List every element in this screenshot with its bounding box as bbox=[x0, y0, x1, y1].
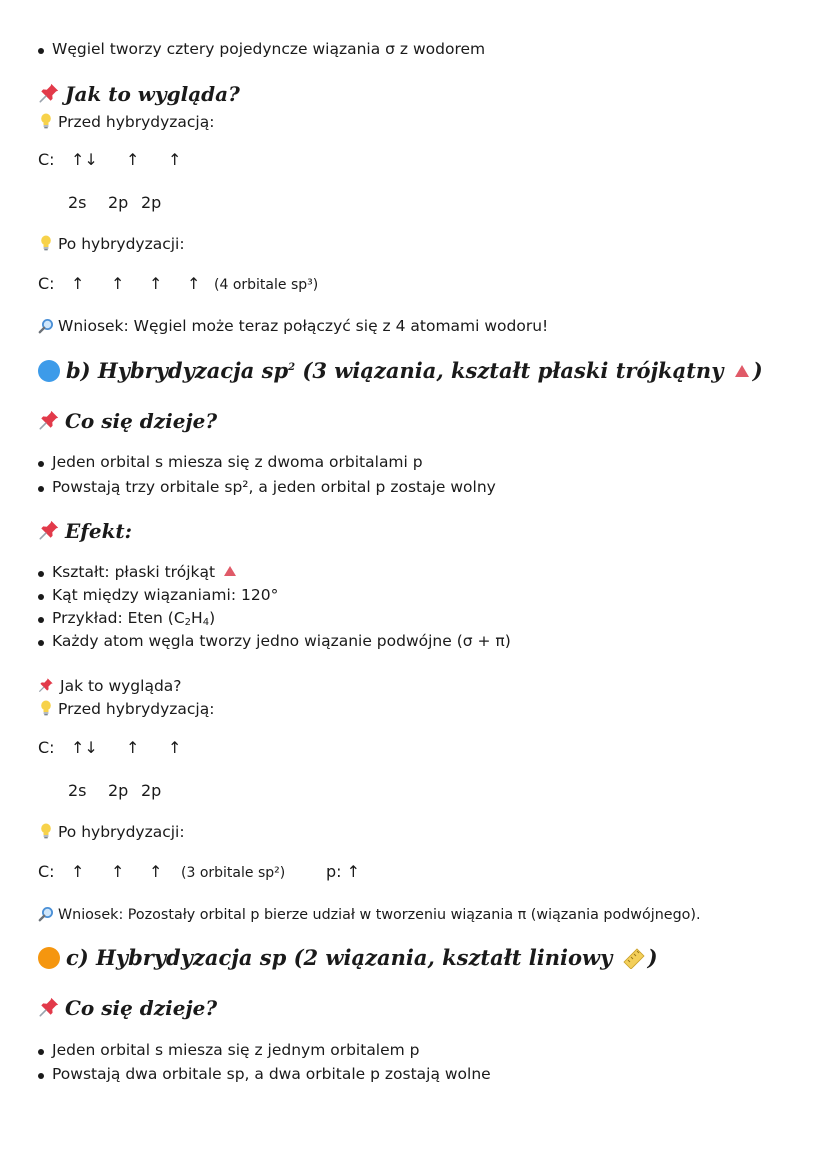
list-item: Kształt: płaski trójkąt bbox=[52, 565, 240, 581]
list-item: Jeden orbital s miesza się z jednym orbitalem p bbox=[52, 1041, 420, 1059]
bullet-sp3-bonds: Węgiel tworzy cztery pojedyncze wiązania σ z wodorem bbox=[52, 40, 486, 58]
orange-circle-icon bbox=[38, 947, 60, 969]
conclusion-sp2: Wniosek: Pozostały orbital p bierze udział w tworzeniu wiązania π (wiązania podwójnego). bbox=[38, 906, 701, 922]
section-heading-what-happens-sp: Co się dzieje? bbox=[38, 996, 217, 1018]
section-heading-how-it-looks-sp2: Jak to wygląda? bbox=[38, 677, 182, 695]
pushpin-icon bbox=[38, 996, 60, 1018]
red-triangle-icon bbox=[735, 365, 749, 377]
list-item: Powstają dwa orbitale sp, a dwa orbitale p zostają wolne bbox=[52, 1065, 491, 1083]
label-before-hybridization: Przed hybrydyzacją: bbox=[40, 700, 214, 718]
list-item: Przykład: Eten $(C_2H_4)$ bbox=[52, 609, 216, 628]
label-before-hybridization: Przed hybrydyzacją: bbox=[40, 113, 214, 131]
magnifying-glass-icon bbox=[38, 318, 54, 334]
section-heading-how-it-looks: Jak to wygląda? bbox=[38, 82, 240, 104]
list-item: Jeden orbital s miesza się z dwoma orbitalami p bbox=[52, 453, 423, 471]
label-after-hybridization: Po hybrydyzacji: bbox=[40, 235, 185, 253]
pushpin-icon bbox=[38, 677, 54, 693]
list-item: Powstają trzy orbitale sp², a jeden orbital p zostaje wolny bbox=[52, 478, 496, 496]
orbital-diagram-after-sp3: C: ↑ ↑ ↑ ↑ (4 orbitale sp³) bbox=[38, 274, 319, 293]
label-after-hybridization: Po hybrydyzacji: bbox=[40, 823, 185, 841]
lightbulb-icon bbox=[40, 700, 52, 716]
list-item: Kąt między wiązaniami: 120° bbox=[52, 586, 279, 604]
conclusion-sp3: Wniosek: Węgiel może teraz połączyć się z 4 atomami wodoru! bbox=[38, 318, 548, 335]
lightbulb-icon bbox=[40, 235, 52, 251]
pushpin-icon bbox=[38, 82, 60, 104]
pushpin-icon bbox=[38, 409, 60, 431]
blue-circle-icon bbox=[38, 360, 60, 382]
lightbulb-icon bbox=[40, 113, 52, 129]
section-heading-what-happens-sp2: Co się dzieje? bbox=[38, 409, 217, 431]
list-item: Każdy atom węgla tworzy jedno wiązanie podwójne (σ + π) bbox=[52, 632, 511, 650]
section-title-sp: c) Hybrydyzacja sp (2 wiązania, kształt liniowy ) bbox=[38, 947, 658, 969]
orbital-labels-before: 2s 2p 2p bbox=[68, 781, 162, 800]
orbital-diagram-before: C: ↑↓ ↑ ↑ bbox=[38, 738, 182, 757]
pushpin-icon bbox=[38, 519, 60, 541]
orbital-diagram-before: C: ↑↓ ↑ ↑ bbox=[38, 150, 182, 169]
ruler-icon bbox=[622, 947, 646, 969]
orbital-diagram-after-sp2: C: ↑ ↑ ↑ (3 orbitale sp²) p: ↑ bbox=[38, 862, 361, 881]
red-triangle-icon bbox=[224, 566, 236, 576]
magnifying-glass-icon bbox=[38, 906, 54, 922]
section-heading-effect: Efekt: bbox=[38, 519, 132, 541]
section-title-sp2: b) Hybrydyzacja $sp^2$ (3 wiązania, kształt płaski trójkątny ) bbox=[38, 360, 763, 382]
lightbulb-icon bbox=[40, 823, 52, 839]
orbital-labels-before: 2s 2p 2p bbox=[68, 193, 162, 212]
